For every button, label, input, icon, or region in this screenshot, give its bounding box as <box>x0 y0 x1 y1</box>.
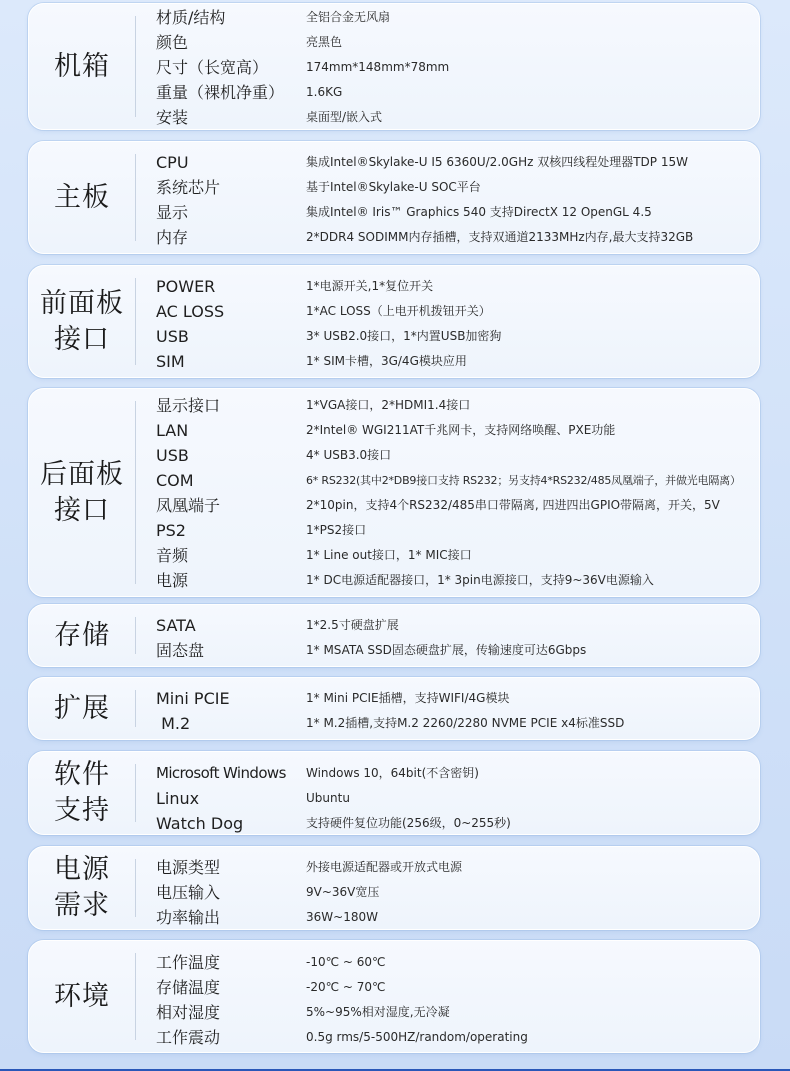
spec-section-chassis <box>28 3 760 130</box>
spec-label: 电源类型 <box>156 858 221 877</box>
spec-row <box>29 638 759 663</box>
spec-value: 2*DDR4 SODIMM内存插槽，支持双通道2133MHz内存,最大支持32GB <box>306 230 694 244</box>
spec-label: AC LOSS <box>156 302 225 321</box>
spec-value: -20℃ ~ 70℃ <box>306 980 386 994</box>
spec-value: 1* SIM卡槽，3G/4G模块应用 <box>306 354 467 368</box>
section-title: 扩展 <box>54 692 110 724</box>
spec-label: 存储温度 <box>156 978 221 997</box>
spec-value: 1*2.5寸硬盘扩展 <box>306 618 399 632</box>
spec-section-environment <box>28 940 760 1053</box>
spec-label: Mini PCIE <box>156 689 230 708</box>
spec-value: 2*10pin，支持4个RS232/485串口带隔离, 四进四出GPIO带隔离，开关，5V <box>306 498 720 512</box>
spec-label: 工作温度 <box>156 953 221 972</box>
spec-value: 1*电源开关,1*复位开关 <box>306 279 434 293</box>
spec-row <box>29 786 759 811</box>
spec-label: 内存 <box>156 228 189 247</box>
spec-row <box>29 299 759 324</box>
spec-label: PS2 <box>156 521 186 540</box>
spec-row <box>29 105 759 130</box>
spec-label: Microsoft Windows <box>156 764 286 782</box>
spec-value: 集成Intel® Iris™ Graphics 540 支持DirectX 12 OpenGL 4.5 <box>306 205 652 219</box>
spec-label: COM <box>156 471 194 490</box>
spec-value: 外接电源适配器或开放式电源 <box>306 860 463 874</box>
spec-label: 电源 <box>156 571 189 590</box>
spec-label: 相对湿度 <box>156 1003 221 1022</box>
section-title: 前面板 接口 <box>40 287 124 355</box>
spec-row <box>29 811 759 836</box>
spec-label: 颜色 <box>156 33 189 52</box>
spec-value: 174mm*148mm*78mm <box>306 60 450 74</box>
spec-section-front-panel <box>28 265 760 378</box>
spec-row <box>29 568 759 593</box>
spec-value: 1* M.2插槽,支持M.2 2260/2280 NVME PCIE x4标准SSD <box>306 716 625 730</box>
section-title: 环境 <box>54 980 110 1012</box>
spec-value: 全铝合金无风扇 <box>306 10 391 24</box>
spec-row <box>29 30 759 55</box>
spec-row <box>29 975 759 1000</box>
spec-row <box>29 1025 759 1050</box>
spec-row <box>29 468 759 493</box>
spec-label: 音频 <box>156 546 189 565</box>
spec-value: 1*PS2接口 <box>306 523 367 537</box>
spec-row <box>29 274 759 299</box>
spec-value: 支持硬件复位功能(256级，0~255秒) <box>306 816 511 830</box>
spec-section-software <box>28 751 760 835</box>
spec-label: 系统芯片 <box>156 178 221 197</box>
spec-row <box>29 855 759 880</box>
spec-label: USB <box>156 327 189 346</box>
spec-row <box>29 225 759 250</box>
section-title: 存储 <box>54 619 110 651</box>
spec-label: CPU <box>156 153 189 172</box>
spec-value: 1* DC电源适配器接口，1* 3pin电源接口，支持9~36V电源输入 <box>306 573 654 587</box>
spec-label: 尺寸（长宽高） <box>156 58 269 77</box>
spec-label: USB <box>156 446 189 465</box>
spec-row <box>29 324 759 349</box>
spec-row <box>29 80 759 105</box>
spec-row <box>29 543 759 568</box>
spec-label: 重量（裸机净重） <box>156 83 285 102</box>
spec-row <box>29 150 759 175</box>
spec-label: 固态盘 <box>156 641 205 660</box>
spec-value: 0.5g rms/5-500HZ/random/operating <box>306 1030 528 1044</box>
spec-value: 3* USB2.0接口，1*内置USB加密狗 <box>306 329 502 343</box>
spec-value: 1* Line out接口，1* MIC接口 <box>306 548 472 562</box>
section-title: 主板 <box>54 181 110 213</box>
spec-row <box>29 1000 759 1025</box>
spec-row <box>29 200 759 225</box>
spec-label: SIM <box>156 352 185 371</box>
spec-row <box>29 493 759 518</box>
section-title: 机箱 <box>54 50 110 82</box>
spec-label: LAN <box>156 421 189 440</box>
spec-row <box>29 349 759 374</box>
spec-row <box>29 418 759 443</box>
spec-label: SATA <box>156 616 196 635</box>
section-title: 后面板 接口 <box>40 458 124 526</box>
spec-section-storage <box>28 604 760 667</box>
spec-value: 1* Mini PCIE插槽，支持WIFI/4G模块 <box>306 691 510 705</box>
spec-label: 功率输出 <box>156 908 221 927</box>
spec-value: 1*AC LOSS（上电开机拨钮开关） <box>306 304 491 318</box>
spec-value: Ubuntu <box>306 791 350 805</box>
spec-label: 显示接口 <box>156 396 221 415</box>
spec-value: 5%~95%相对湿度,无冷凝 <box>306 1005 450 1019</box>
spec-section-rear-panel <box>28 388 760 597</box>
spec-value: 基于Intel®Skylake-U SOC平台 <box>306 180 481 194</box>
spec-value: 9V~36V宽压 <box>306 885 380 899</box>
spec-value: Windows 10，64bit(不含密钥) <box>306 766 479 780</box>
spec-row <box>29 443 759 468</box>
spec-row <box>29 880 759 905</box>
spec-value: 4* USB3.0接口 <box>306 448 392 462</box>
spec-row <box>29 905 759 930</box>
spec-section-power <box>28 846 760 930</box>
spec-label: 凤凰端子 <box>156 496 221 515</box>
spec-row <box>29 5 759 30</box>
spec-value: 6* RS232(其中2*DB9接口支持 RS232；另支持4*RS232/485凤凰端子，并做光电隔离） <box>306 474 741 487</box>
spec-label: 电压输入 <box>156 883 221 902</box>
spec-row <box>29 518 759 543</box>
spec-row <box>29 761 759 786</box>
spec-value: 1* MSATA SSD固态硬盘扩展，传输速度可达6Gbps <box>306 643 587 657</box>
spec-value: 亮黑色 <box>306 35 343 49</box>
spec-label: M.2 <box>156 714 191 733</box>
section-title: 软件 支持 <box>54 759 110 826</box>
spec-value: 36W~180W <box>306 910 378 924</box>
spec-label: POWER <box>156 277 216 296</box>
spec-label: Watch Dog <box>156 814 244 833</box>
spec-label: 显示 <box>156 203 189 222</box>
spec-value: 桌面型/嵌入式 <box>306 110 383 124</box>
spec-section-motherboard <box>28 141 760 254</box>
spec-row <box>29 55 759 80</box>
spec-row <box>29 393 759 418</box>
spec-label: 工作震动 <box>156 1028 221 1047</box>
spec-section-expansion <box>28 677 760 740</box>
spec-value: 2*Intel® WGI211AT千兆网卡，支持网络唤醒、PXE功能 <box>306 423 616 437</box>
spec-label: 安装 <box>156 108 189 127</box>
spec-value: 1.6KG <box>306 85 343 99</box>
spec-value: -10℃ ~ 60℃ <box>306 955 386 969</box>
spec-row <box>29 613 759 638</box>
spec-label: 材质/结构 <box>156 8 226 27</box>
spec-row <box>29 711 759 736</box>
spec-row <box>29 686 759 711</box>
spec-row <box>29 175 759 200</box>
spec-value: 1*VGA接口，2*HDMI1.4接口 <box>306 398 471 412</box>
spec-label: Linux <box>156 789 200 808</box>
section-title: 电源 需求 <box>54 854 110 921</box>
spec-row <box>29 950 759 975</box>
spec-value: 集成Intel®Skylake-U I5 6360U/2.0GHz 双核四线程处理器TDP 15W <box>306 155 688 169</box>
